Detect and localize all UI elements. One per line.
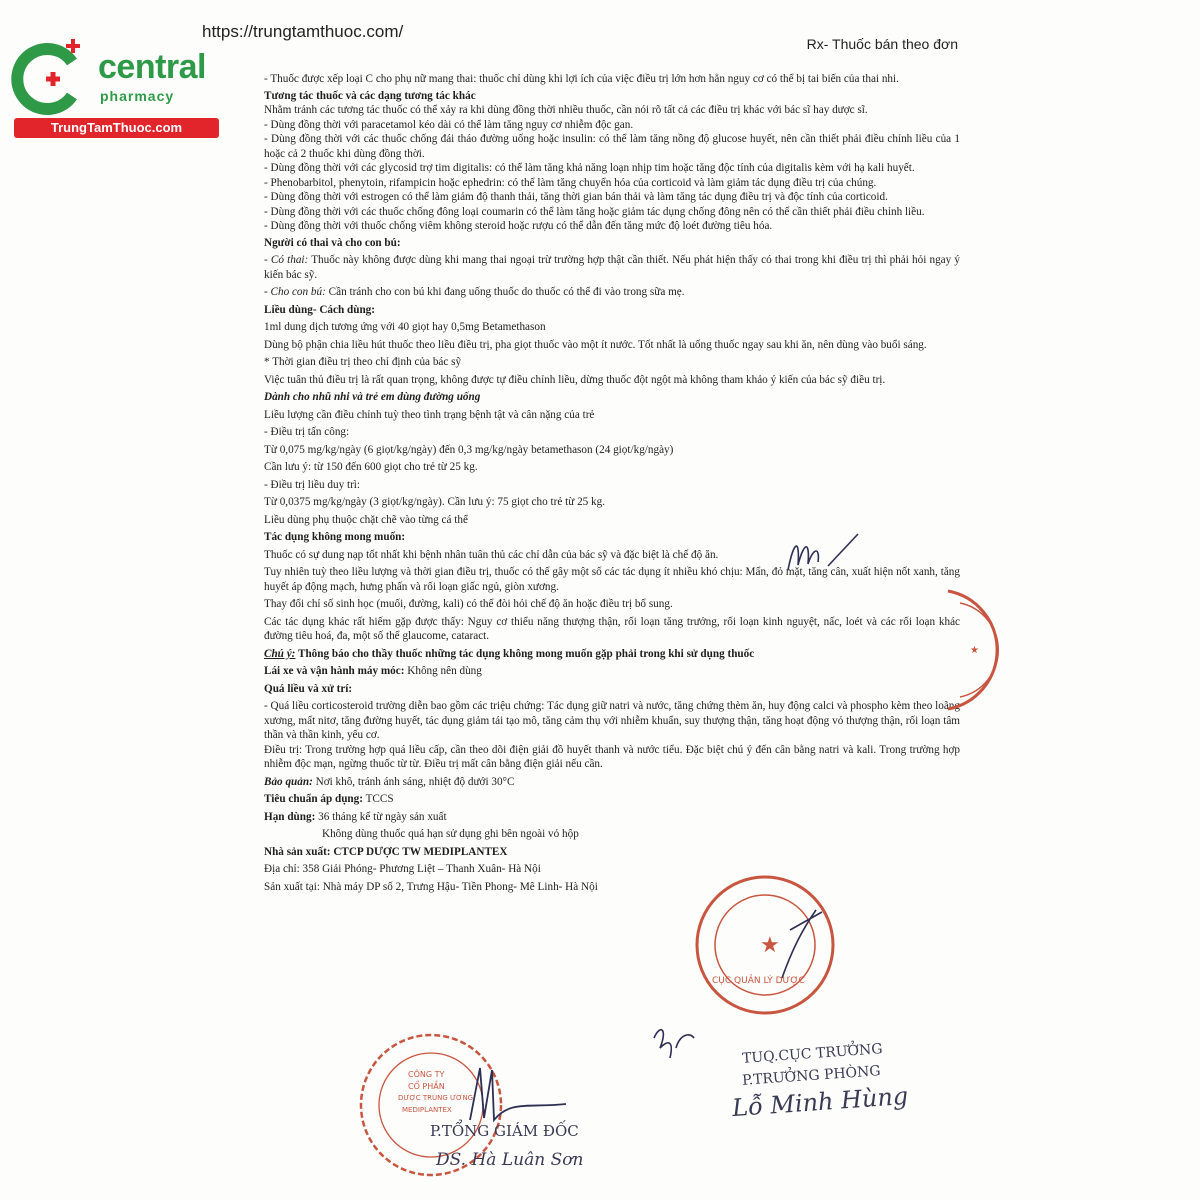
- partial-stamp-icon: [940, 585, 1000, 715]
- factory-line: Sản xuất tại: Nhà máy DP số 2, Trưng Hậu- Tiền Phong- Mê Linh- Hà Nội: [264, 880, 598, 893]
- round-stamp-icon: [690, 870, 840, 1020]
- label-pregnant: - Có thai:: [264, 254, 309, 266]
- drive-text: Không nên dùng: [404, 665, 482, 677]
- text-line: [264, 285, 960, 300]
- document-body: [264, 72, 960, 894]
- note-text: Thông báo cho thầy thuốc những tác dụng không mong muốn gặp phải trong khi sử dụng thuốc: [295, 647, 755, 660]
- stamp-line-4: MEDIPLANTEX: [402, 1106, 452, 1114]
- text-line: Điều trị: Trong trường hợp quá liều cấp, cần theo dõi điện giải đồ huyết thanh và nước tiểu. Đặc biệt chú ý đến cân bằng natri và kali. Trong trường hợp nhiễm độc mạn, ngừng thuốc từ từ. Điều trị mất cân bằng điện giải nếu cần.: [264, 743, 960, 770]
- text-line: [264, 253, 960, 282]
- right-title-1: TUQ.CỤC TRƯỞNG: [741, 1041, 884, 1067]
- stamp-line-3: DƯỢC TRUNG ƯƠNG: [398, 1094, 474, 1102]
- standard-label: Tiêu chuẩn áp dụng:: [264, 793, 363, 805]
- text-line: Cần lưu ý: từ 150 đến 600 giọt cho trẻ từ 25 kg.: [264, 461, 478, 473]
- right-title-2: P.TRƯỞNG PHÒNG: [741, 1063, 882, 1089]
- rx-label: Rx- Thuốc bán theo đơn: [806, 36, 958, 52]
- text-line: - Dùng đồng thời với các thuốc chống đái tháo đường uống hoặc insulin: có thể làm tăng nồng độ glucose huyết, nên cần thiết phải điều chỉnh liều của 1 hoặc cả 2 thuốc khi dùng đồng thời.: [264, 133, 960, 160]
- drug-admin-stamp: [690, 870, 840, 1020]
- text-line: - Điều trị liều duy trì:: [264, 478, 361, 491]
- text-line: Tuy nhiên tuỳ theo liều lượng và thời gian điều trị, thuốc có thể gây một số các tác dụng ít nhiều khó chịu: Mẩn, đỏ mặt, tăng cân, xuất hiện nốt xanh, tăng huyết áp động mạch, hưng phấn và rối loạn giấc ngủ, giòn xương.: [264, 566, 960, 593]
- drive-label: Lái xe và vận hành máy móc:: [264, 665, 405, 677]
- svg-text:★: ★: [760, 933, 780, 958]
- text-line: Từ 0,075 mg/kg/ngày (6 giọt/kg/ngày) đến 0,3 mg/kg/ngày betamethason (24 giọt/kg/ngày): [264, 443, 674, 456]
- text-breastfeeding: Cần tránh cho con bú khi đang uống thuốc do thuốc có thể đi vào trong sữa mẹ.: [325, 286, 685, 298]
- expiry-label: Hạn dùng:: [264, 810, 316, 823]
- storage-text: Nơi khô, tránh ánh sáng, nhiệt độ dưới 30°C: [312, 775, 515, 788]
- section-heading-dosage: Liều dùng- Cách dùng:: [264, 303, 375, 316]
- logo-sub-text: pharmacy: [100, 88, 175, 104]
- text-line: 1ml dung dịch tương ứng với 40 giọt hay 0,5mg Betamethason: [264, 321, 546, 333]
- address-line: Địa chỉ: 358 Giải Phóng- Phương Liệt – Thanh Xuân- Hà Nội: [264, 863, 541, 875]
- standard-text: TCCS: [362, 793, 394, 805]
- text-line: * Thời gian điều trị theo chỉ định của bác sỹ: [264, 356, 462, 368]
- left-signer-name: DS. Hà Luân Sơn: [436, 1150, 584, 1170]
- text-line: - Dùng đồng thời với thuốc chống viêm không steroid hoặc rượu có thể dẫn đến tăng mức độ loét đường tiêu hóa.: [264, 220, 773, 232]
- expiry-text: 36 tháng kể từ ngày sản xuất: [315, 810, 447, 823]
- note-line: [264, 647, 960, 662]
- text-line: Việc tuân thủ điều trị là rất quan trọng, không được tự điều chỉnh liều, dừng thuốc đột ngột mà không tham khảo ý kiến của bác sỹ điều trị.: [264, 373, 886, 386]
- right-signer-name: Lỗ Minh Hùng: [731, 1081, 910, 1123]
- section-heading-overdose: Quá liều và xử trí:: [264, 682, 353, 695]
- logo-site-badge: TrungTamThuoc.com: [14, 118, 219, 138]
- text-line: [264, 792, 960, 807]
- text-line: Từ 0,0375 mg/kg/ngày (3 giọt/kg/ngày). Cần lưu ý: 75 giọt cho trẻ từ 25 kg.: [264, 496, 606, 508]
- initial-signature-icon: [780, 520, 870, 580]
- label-breastfeeding: - Cho con bú:: [264, 286, 326, 298]
- text-line: [264, 810, 960, 825]
- text-line: Dùng bộ phận chia liều hút thuốc theo liều điều trị, pha giọt thuốc vào một ít nước. Tốt nhất là uống thuốc ngay sau khi ăn, nên dùng vào buổi sáng.: [264, 338, 927, 351]
- storage-label: Bảo quản:: [264, 775, 313, 788]
- manufacturer-line: Nhà sản xuất: CTCP DƯỢC TW MEDIPLANTEX: [264, 845, 508, 858]
- text-pregnant: Thuốc này không được dùng khi mang thai ngoại trừ trường hợp thật cần thiết. Nếu phát hiện thấy có thai trong khi điều trị thì phải hỏi ngay ý kiến bác sỹ.: [264, 254, 960, 281]
- section-heading-interactions: Tương tác thuốc và các dạng tương tác khác: [264, 89, 476, 102]
- text-line: - Điều trị tấn công:: [264, 426, 350, 438]
- source-url[interactable]: https://trungtamthuoc.com/: [202, 22, 404, 41]
- note-label: Chú ý:: [264, 647, 296, 660]
- text-line: - Quá liều corticosteroid trường diễn bao gồm các triệu chứng: Tác dụng giữ natri và nước, tăng chứng thèm ăn, huy động calci và phospho kèm theo loãng xương, mất nitơ, tăng đường huyết, tác dụng giảm tái tạo mô, tăng cảm thụ với nhiễm khuẩn, suy thượng thận, tăng hoạt động vỏ thượng thận, rối loạn tâm thần và thần kinh, yếu cơ.: [264, 700, 960, 741]
- text-line: Các tác dụng khác rất hiếm gặp được thấy: Nguy cơ thiểu năng thượng thận, rối loạn tăng trưởng, rối loạn kinh nguyệt, nấc, loét và các rối loạn khác đường tiêu hoá, đa, một số thể glaucome, cataract.: [264, 615, 960, 642]
- director-signature-icon: [460, 1060, 570, 1130]
- text-line: Liều lượng cần điều chỉnh tuỳ theo tình trạng bệnh tật và cân nặng của trẻ: [264, 408, 595, 421]
- text-line: [264, 664, 960, 679]
- stamp-line-1: CÔNG TY: [408, 1070, 445, 1079]
- section-heading-pregnancy: Người có thai và cho con bú:: [264, 236, 401, 249]
- text-line: - Dùng đồng thời với estrogen có thể làm giảm độ thanh thải, tăng thời gian bán thải và làm tăng tác dụng điều trị và độc tính của corticoid.: [264, 191, 888, 203]
- text-line: - Thuốc được xếp loại C cho phụ nữ mang thai: thuốc chỉ dùng khi lợi ích của việc điều trị lớn hơn hẳn nguy cơ có thể bị tai biến của thai nhi.: [264, 73, 899, 85]
- svg-text:★: ★: [970, 645, 979, 656]
- section-heading-children: Dành cho nhũ nhi và trẻ em dùng đường uống: [264, 391, 481, 403]
- text-line: Thay đổi chỉ số sinh học (muối, đường, kali) có thể đòi hỏi chế độ ăn hoặc điều trị bổ sung.: [264, 598, 673, 610]
- text-line: Liều dùng phụ thuộc chặt chẽ vào từng cá thể: [264, 513, 468, 526]
- stamp-line-2: CỔ PHẦN: [408, 1082, 445, 1091]
- text-line: Không dùng thuốc quá hạn sử dụng ghi bên ngoài vỏ hộp: [322, 828, 579, 840]
- text-line: Thuốc có sự dung nạp tốt nhất khi bệnh nhân tuân thủ các chỉ dẫn của bác sỹ và đặc biệt là chế độ ăn.: [264, 548, 719, 561]
- text-line: - Dùng đồng thời với các thuốc chống đông loại coumarin có thể làm tăng hoặc giảm tác dụng chống đông nên có thể cần thiết phải điều chỉnh liều.: [264, 205, 925, 218]
- section-heading-side-effects: Tác dụng không mong muốn:: [264, 531, 406, 543]
- central-pharmacy-logo[interactable]: [10, 38, 215, 138]
- logo-brand-text: central: [98, 48, 206, 86]
- text-line: - Dùng đồng thời với các glycosid trợ tim digitalis: có thể làm tăng khả năng loạn nhịp tim hoặc tăng độc tính của digitalis kèm với hạ kali huyết.: [264, 162, 915, 174]
- left-signer-title: P.TỔNG GIÁM ĐỐC: [430, 1122, 579, 1140]
- central-logo-icon: [10, 38, 96, 118]
- text-line: [264, 775, 960, 790]
- stamp-text: CỤC QUẢN LÝ DƯỢC: [712, 976, 805, 986]
- initial-mark-icon: [650, 1018, 700, 1063]
- text-line: - Phenobarbitol, phenytoin, rifampicin hoặc ephedrin: có thể làm tăng chuyển hóa của corticoid và làm giảm tác dụng điều trị của chúng.: [264, 176, 877, 189]
- text-line: Nhằm tránh các tương tác thuốc có thể xảy ra khi dùng đồng thời nhiều thuốc, cần nói rõ tất cả các điều trị khác với bác sĩ hay dược sĩ.: [264, 104, 868, 116]
- text-line: - Dùng đồng thời với paracetamol kéo dài có thể làm tăng nguy cơ nhiễm độc gan.: [264, 118, 634, 131]
